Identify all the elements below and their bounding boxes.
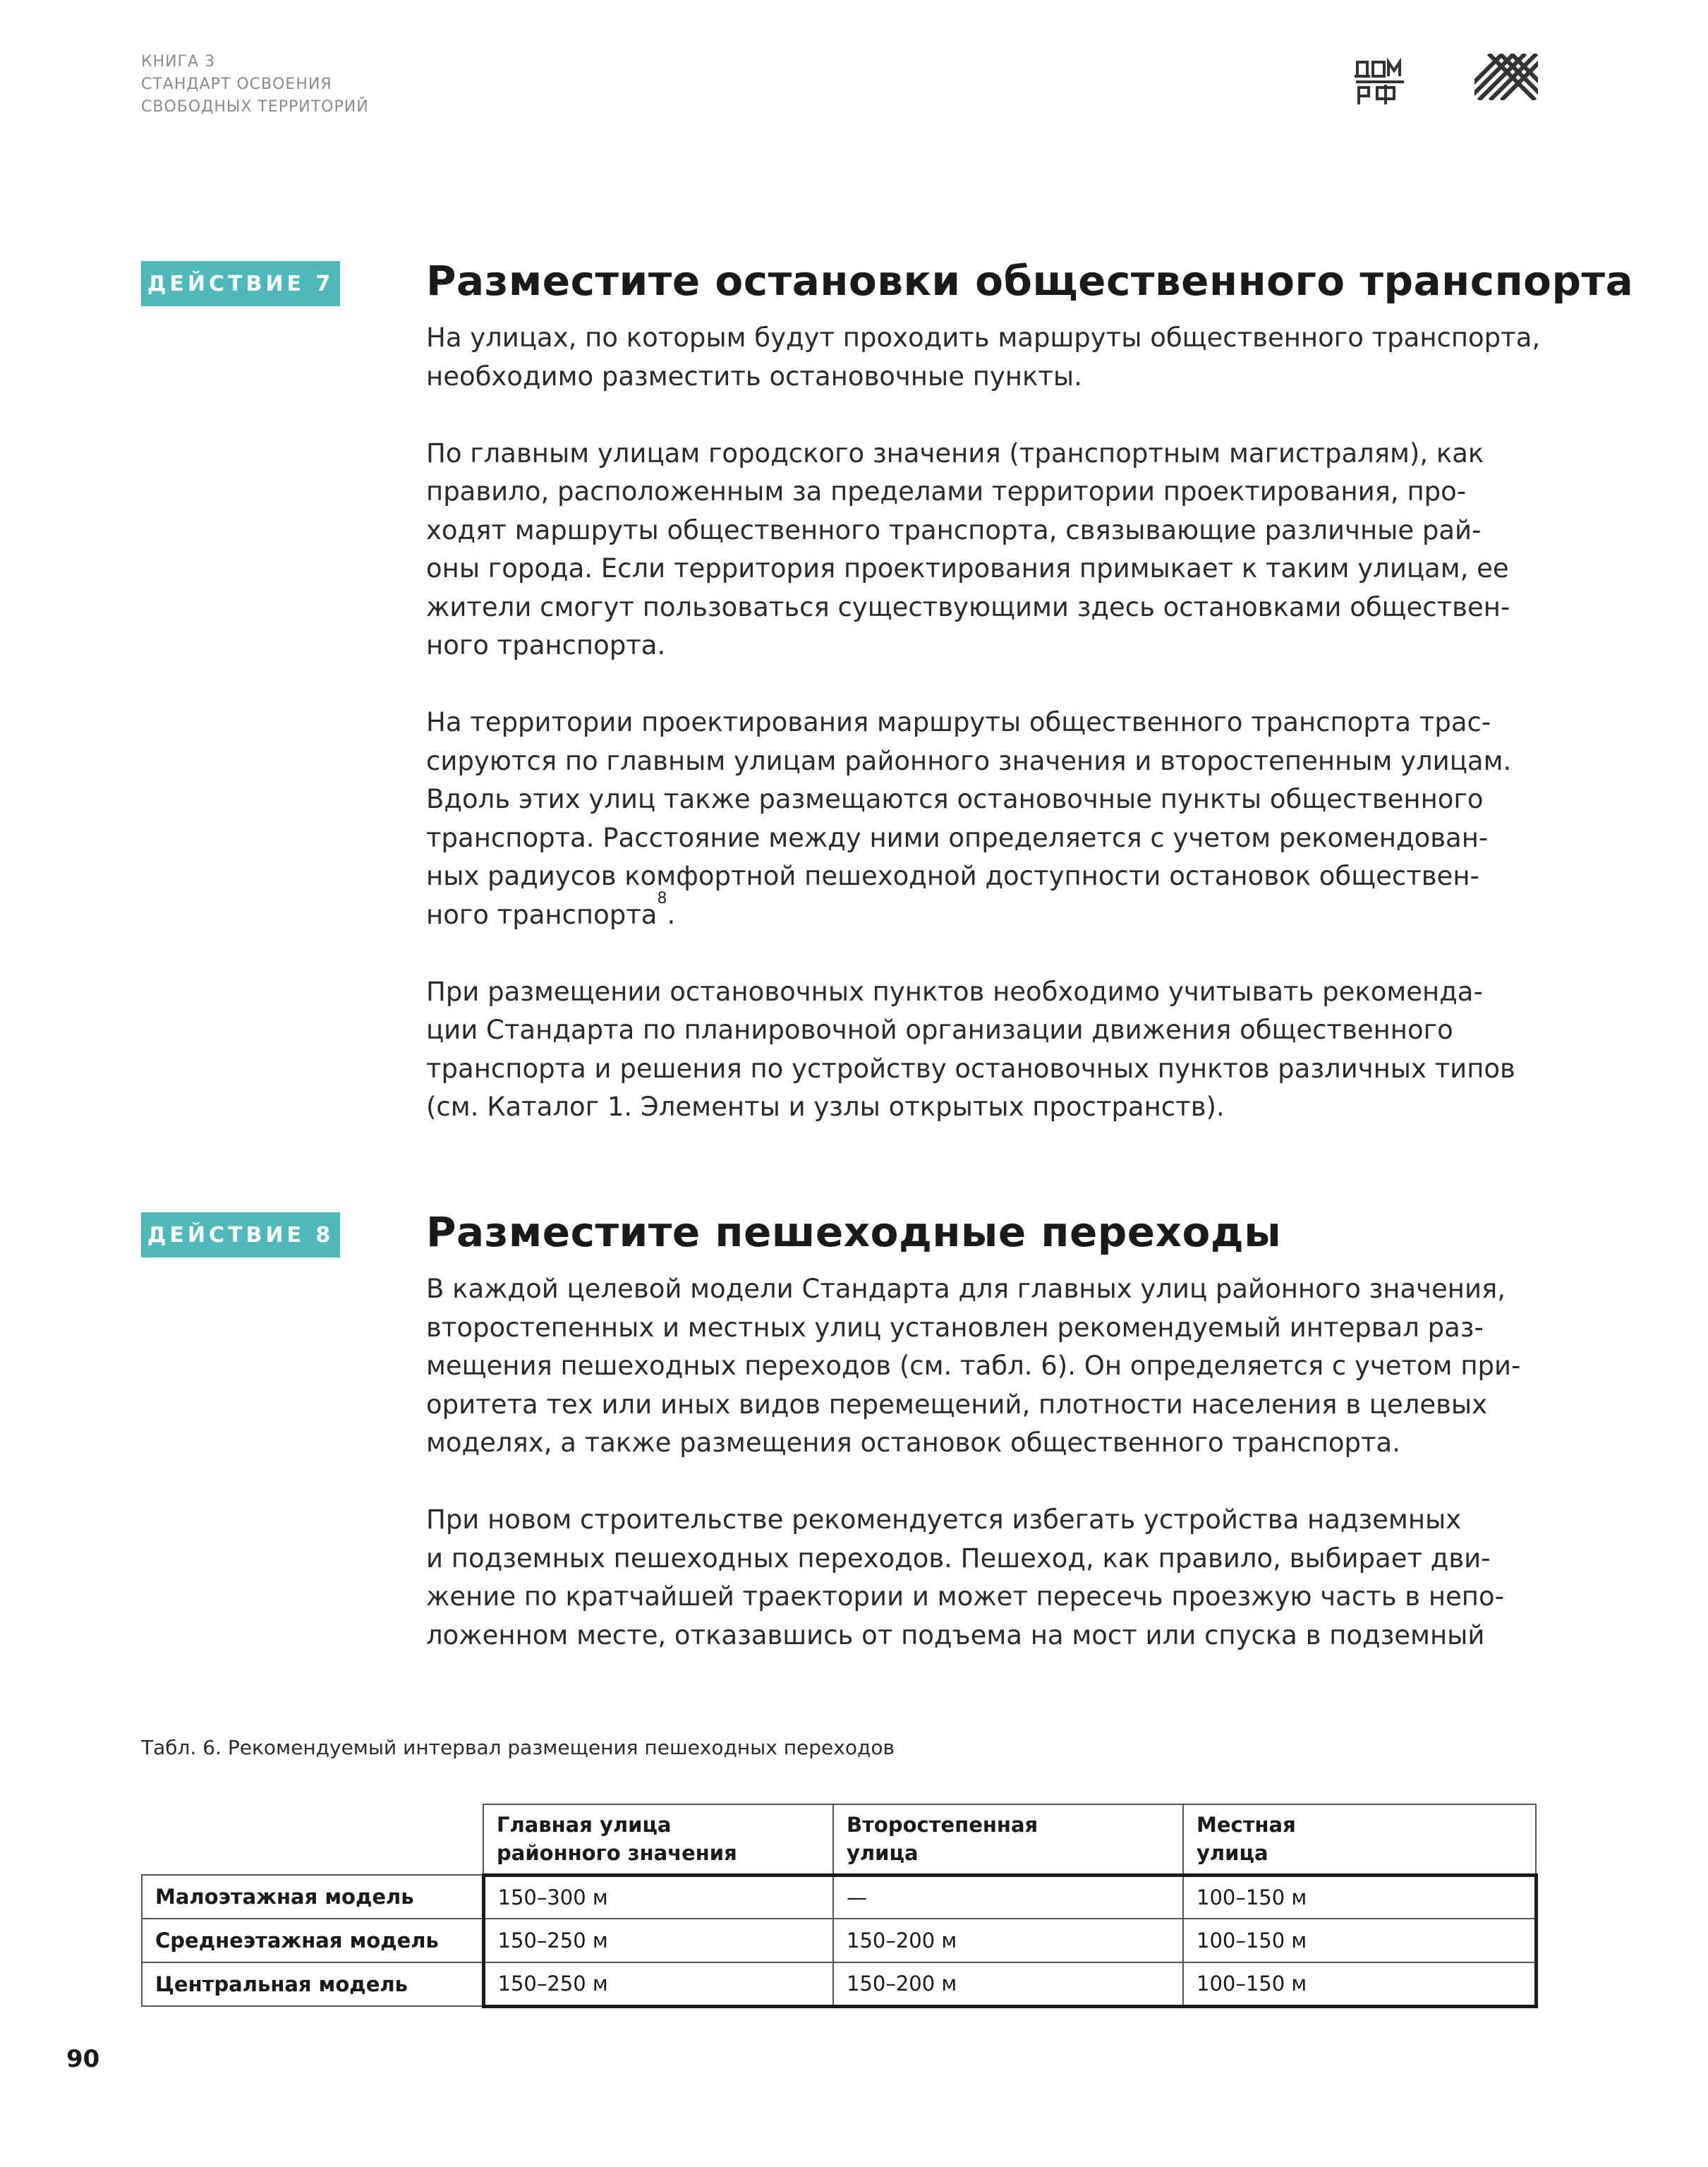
running-head-line: СТАНДАРТ ОСВОЕНИЯ bbox=[141, 76, 332, 93]
text-line: ходят маршруты общественного транспорта, связывающие различные рай- bbox=[426, 514, 1482, 545]
text-line: жение по кратчайшей траектории и может пересечь проезжую часть в непо- bbox=[426, 1581, 1504, 1612]
header-line: улица bbox=[847, 1841, 919, 1866]
table-cell: 100–150 м bbox=[1183, 1875, 1536, 1919]
table-cell: 100–150 м bbox=[1183, 1919, 1536, 1962]
table-header-row bbox=[142, 1804, 1536, 1875]
section-8-title: Разместите пешеходные переходы bbox=[426, 1208, 1282, 1256]
running-head bbox=[141, 51, 369, 119]
table-caption: Табл. 6. Рекомендуемый интервал размещения пешеходных переходов bbox=[141, 1736, 895, 1759]
header-line: Местная bbox=[1197, 1813, 1296, 1837]
footnote-suffix: . bbox=[667, 899, 676, 930]
section-7-body bbox=[426, 319, 1569, 1127]
text-line: ного транспорта. bbox=[426, 630, 666, 660]
text-line: оны города. Если территория проектирования примыкает к таким улицам, ее bbox=[426, 553, 1509, 584]
text-line: При новом строительстве рекомендуется избегать устройства надземных bbox=[426, 1504, 1462, 1535]
text-line bbox=[426, 889, 1569, 935]
text-line: жители смогут пользоваться существующими здесь остановками обществен- bbox=[426, 591, 1510, 622]
text-line: По главным улицам городского значения (транспортным магистралям), как bbox=[426, 437, 1484, 469]
header-line: Главная улица bbox=[497, 1813, 672, 1837]
text-line: транспорта и решения по устройству остановочных пунктов различных типов bbox=[426, 1053, 1515, 1084]
running-head-line: СВОБОДНЫХ ТЕРРИТОРИЙ bbox=[141, 98, 369, 116]
table-row bbox=[142, 1919, 1536, 1962]
table-header-main-street bbox=[483, 1804, 833, 1875]
text-line: моделях, а также размещения остановок общественного транспорта. bbox=[426, 1427, 1400, 1458]
section-7-title: Разместите остановки общественного транспорта bbox=[426, 257, 1634, 305]
table-cell: 150–200 м bbox=[833, 1962, 1183, 2006]
table-cell: — bbox=[833, 1875, 1183, 1919]
text-line: оритета тех или иных видов перемещений, плотности населения в целевых bbox=[426, 1389, 1488, 1420]
table-header-secondary-street bbox=[833, 1804, 1183, 1875]
table-header-local-street bbox=[1183, 1804, 1536, 1875]
header-line: Второстепенная bbox=[847, 1813, 1038, 1837]
text-line: При размещении остановочных пунктов необходимо учитывать рекоменда- bbox=[426, 976, 1483, 1007]
action-7-badge: ДЕЙСТВИЕ 7 bbox=[141, 261, 340, 306]
text-line: и подземных пешеходных переходов. Пешеход, как правило, выбирает дви- bbox=[426, 1543, 1491, 1574]
page-number: 90 bbox=[66, 2045, 100, 2073]
dom-rf-logo-icon bbox=[1355, 55, 1405, 106]
text-line: сируются по главным улицам районного значения и второстепенным улицам. bbox=[426, 745, 1512, 776]
running-head-line: КНИГА 3 bbox=[141, 53, 216, 71]
row-label: Среднеэтажная модель bbox=[142, 1919, 483, 1962]
text-line: ции Стандарта по планировочной организации движения общественного bbox=[426, 1015, 1453, 1045]
header-line: районного значения bbox=[497, 1841, 737, 1866]
text-line: (см. Каталог 1. Элементы и узлы открытых пространств). bbox=[426, 1092, 1225, 1122]
table-cell: 150–250 м bbox=[483, 1962, 833, 2006]
table-cell: 150–300 м bbox=[483, 1875, 833, 1919]
table-row bbox=[142, 1875, 1536, 1919]
text-line: Вдоль этих улиц также размещаются остановочные пункты общественного bbox=[426, 784, 1484, 814]
table-cell: 150–200 м bbox=[833, 1919, 1183, 1962]
text-line: На территории проектирования маршруты общественного транспорта трас- bbox=[426, 707, 1491, 737]
text-line: необходимо разместить остановочные пункты. bbox=[426, 361, 1082, 392]
row-label: Центральная модель bbox=[142, 1962, 483, 2006]
text-line: второстепенных и местных улиц установлен рекомендуемый интервал раз- bbox=[426, 1312, 1484, 1343]
text-line: На улицах, по которым будут проходить маршруты общественного транспорта, bbox=[426, 322, 1541, 353]
text-line: ных радиусов комфортной пешеходной доступности остановок обществен- bbox=[426, 861, 1479, 891]
text-line: мещения пешеходных переходов (см. табл. 6). Он определяется с учетом при- bbox=[426, 1351, 1521, 1381]
hatch-logo-icon bbox=[1474, 54, 1538, 100]
text-line: транспорта. Расстояние между ними определяется с учетом рекомендован- bbox=[426, 822, 1489, 853]
header-line: улица bbox=[1197, 1841, 1268, 1866]
text-line-content: ного транспорта bbox=[426, 899, 658, 930]
table-cell: 150–250 м bbox=[483, 1919, 833, 1962]
footnote-ref[interactable]: 8 bbox=[657, 889, 667, 907]
section-8-body bbox=[426, 1270, 1569, 1655]
row-label: Малоэтажная модель bbox=[142, 1875, 483, 1919]
action-8-badge: ДЕЙСТВИЕ 8 bbox=[141, 1212, 340, 1257]
text-line: ложенном месте, отказавшись от подъема на мост или спуска в подземный bbox=[426, 1619, 1485, 1650]
text-line: правило, расположенным за пределами территории проектирования, про- bbox=[426, 476, 1467, 507]
intervals-table bbox=[141, 1804, 1538, 2008]
table-cell: 100–150 м bbox=[1183, 1962, 1536, 2006]
text-line: В каждой целевой модели Стандарта для главных улиц районного значения, bbox=[426, 1274, 1506, 1304]
table-row bbox=[142, 1962, 1536, 2006]
table-corner-cell bbox=[142, 1804, 483, 1875]
